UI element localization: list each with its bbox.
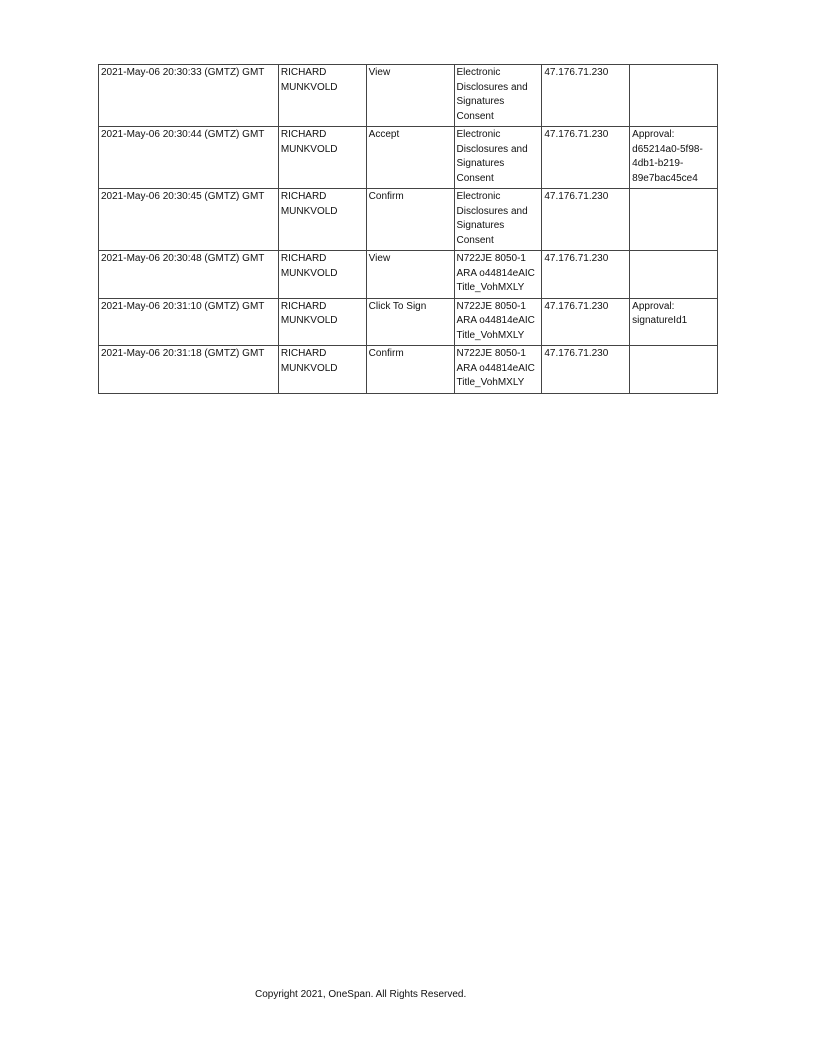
notes-cell [630,251,718,299]
ip-address-cell: 47.176.71.230 [542,298,630,346]
signer-name-cell: RICHARD MUNKVOLD [278,65,366,127]
event-date-cell: 2021-May-06 20:30:44 (GMTZ) GMT [99,127,279,189]
document-cell: Electronic Disclosures and Signatures Consent [454,65,542,127]
table-row [99,189,718,251]
notes-cell [630,65,718,127]
table-row [99,127,718,189]
notes-cell: Approval: d65214a0-5f98- 4db1-b219- 89e7bac45ce4 [630,127,718,189]
notes-cell: Approval: signatureId1 [630,298,718,346]
document-cell: Electronic Disclosures and Signatures Consent [454,127,542,189]
audit-trail-body [99,65,718,394]
action-cell: Confirm [366,189,454,251]
document-cell: Electronic Disclosures and Signatures Consent [454,189,542,251]
notes-cell [630,346,718,394]
signer-name-cell: RICHARD MUNKVOLD [278,127,366,189]
action-cell: View [366,251,454,299]
signer-name-cell: RICHARD MUNKVOLD [278,346,366,394]
copyright-text: Copyright 2021, OneSpan. All Rights Reserved. [255,989,467,1000]
document-cell: N722JE 8050-1 ARA o44814eAIC Title_VohMXLY [454,298,542,346]
action-cell: View [366,65,454,127]
signer-name-cell: RICHARD MUNKVOLD [278,298,366,346]
signer-name-cell: RICHARD MUNKVOLD [278,251,366,299]
ip-address-cell: 47.176.71.230 [542,65,630,127]
event-date-cell: 2021-May-06 20:31:10 (GMTZ) GMT [99,298,279,346]
ip-address-cell: 47.176.71.230 [542,189,630,251]
ip-address-cell: 47.176.71.230 [542,346,630,394]
document-cell: N722JE 8050-1 ARA o44814eAIC Title_VohMXLY [454,346,542,394]
event-date-cell: 2021-May-06 20:31:18 (GMTZ) GMT [99,346,279,394]
ip-address-cell: 47.176.71.230 [542,127,630,189]
action-cell: Click To Sign [366,298,454,346]
table-row [99,346,718,394]
action-cell: Confirm [366,346,454,394]
ip-address-cell: 47.176.71.230 [542,251,630,299]
action-cell: Accept [366,127,454,189]
table-row [99,251,718,299]
notes-cell [630,189,718,251]
event-date-cell: 2021-May-06 20:30:33 (GMTZ) GMT [99,65,279,127]
table-row [99,298,718,346]
document-cell: N722JE 8050-1 ARA o44814eAIC Title_VohMXLY [454,251,542,299]
event-date-cell: 2021-May-06 20:30:45 (GMTZ) GMT [99,189,279,251]
event-date-cell: 2021-May-06 20:30:48 (GMTZ) GMT [99,251,279,299]
signer-name-cell: RICHARD MUNKVOLD [278,189,366,251]
table-row [99,65,718,127]
audit-trail-table [98,64,718,394]
